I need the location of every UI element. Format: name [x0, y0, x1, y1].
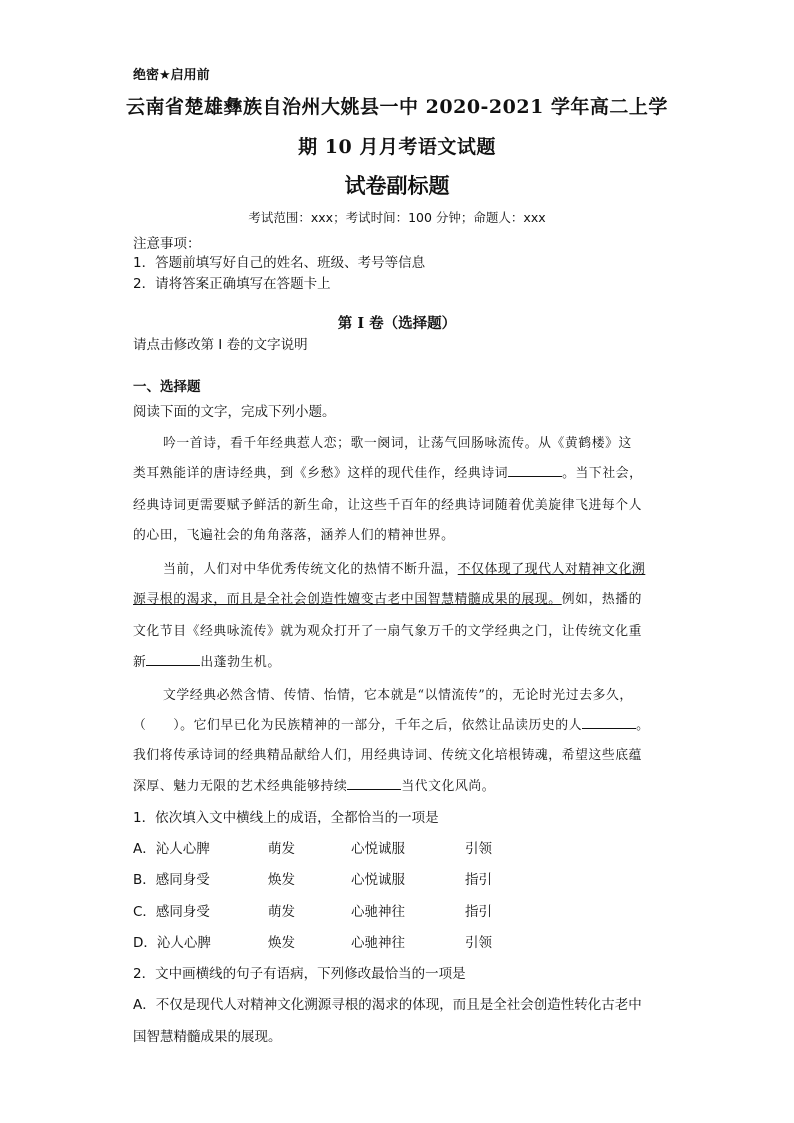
passage-line: 文学经典必然含情、传情、怡情，它本就是“以情流传”的，无论时光过去多久， — [163, 688, 633, 703]
passage-text: 当代文化风尚。 — [401, 779, 496, 794]
passage-line: 文化节目《经典咏流传》就为观众打开了一扇气象万千的文学经典之门，让传统文化重 — [133, 624, 643, 639]
fill-blank — [146, 653, 200, 666]
passage-line — [163, 558, 645, 577]
option-word: 心悦诚服 — [351, 872, 405, 888]
option-word: 萌发 — [268, 841, 295, 857]
option-word: 焕发 — [268, 872, 295, 888]
option-word: 焕发 — [268, 935, 295, 951]
exam-title-line1: 云南省楚雄彝族自治州大姚县一中 2020-2021 学年高二上学 — [126, 96, 668, 118]
option-label: B．感同身受 — [133, 872, 210, 888]
option-word: 引领 — [465, 841, 492, 857]
passage-line — [133, 651, 281, 670]
option-text: 国智慧精髓成果的展现。 — [133, 1029, 282, 1045]
option-label: A．沁人心脾 — [133, 841, 210, 857]
option-word: 萌发 — [268, 904, 295, 920]
passage-line — [133, 714, 650, 733]
option-word: 指引 — [465, 872, 492, 888]
option-text: A．不仅是现代人对精神文化溯源寻根的渴求的体现，而且是全社会创造性转化古老中 — [133, 997, 642, 1013]
notice-item: 1．答题前填写好自己的姓名、班级、考号等信息 — [133, 255, 426, 271]
exam-subtitle: 试卷副标题 — [344, 173, 450, 198]
passage-line: 吟一首诗，看千年经典惹人恋；歌一阕词，让荡气回肠咏流传。从《黄鹤楼》这 — [163, 436, 632, 451]
underlined-sentence: 源寻根的渴求，而且是全社会创造性嬗变古老中国智慧精髓成果的展现。 — [133, 592, 562, 607]
confidential-label: 绝密★启用前 — [133, 68, 210, 83]
passage-line — [133, 462, 643, 481]
passage-text: 当前，人们对中华优秀传统文化的热情不断升温， — [163, 562, 458, 577]
option-word: 心驰神往 — [351, 904, 405, 920]
reading-instruction: 阅读下面的文字，完成下列小题。 — [133, 404, 336, 420]
passage-text: 例如，热播的 — [561, 592, 643, 607]
passage-text: 深厚、魅力无限的艺术经典能够持续 — [133, 779, 348, 794]
exam-info: 考试范围：xxx；考试时间：100 分钟；命题人：xxx — [248, 210, 546, 225]
passage-line — [133, 775, 495, 794]
exam-title-line2: 期 10 月月考语文试题 — [298, 136, 496, 158]
option-word: 心驰神往 — [351, 935, 405, 951]
passage-text: 类耳熟能详的唐诗经典，到《乡愁》这样的现代佳作，经典诗词 — [133, 466, 509, 481]
notice-item: 2．请将答案正确填写在答题卡上 — [133, 276, 331, 292]
fill-blank — [582, 716, 636, 729]
option-label: D．沁人心脾 — [133, 935, 211, 951]
question-stem: 1．依次填入文中横线上的成语，全都恰当的一项是 — [133, 810, 439, 826]
question-stem: 2．文中画横线的句子有语病，下列修改最恰当的一项是 — [133, 966, 466, 982]
part-heading: 一、选择题 — [133, 379, 201, 395]
option-word: 心悦诚服 — [351, 841, 405, 857]
passage-line: 我们将传承诗词的经典精品献给人们，用经典诗词、传统文化培根铸魂，希望这些底蕴 — [133, 748, 643, 763]
passage-text: 出蓬勃生机。 — [200, 655, 281, 670]
passage-text: （ ）。它们早已化为民族精神的一部分，千年之后，依然让品读历史的人 — [133, 718, 583, 733]
underlined-sentence: 不仅体现了现代人对精神文化溯 — [457, 562, 646, 577]
passage-text: 。 — [636, 718, 650, 733]
fill-blank — [508, 464, 562, 477]
fill-blank — [347, 777, 401, 790]
section-note: 请点击修改第 I 卷的文字说明 — [133, 337, 308, 353]
option-word: 指引 — [465, 904, 492, 920]
option-label: C．感同身受 — [133, 904, 210, 920]
passage-line: 经典诗词更需要赋予鲜活的新生命，让这些千百年的经典诗词随着优美旋律飞进每个人 — [133, 498, 643, 513]
notice-heading: 注意事项： — [133, 236, 201, 252]
passage-line: 的心田，飞遍社会的角角落落，涵养人们的精神世界。 — [133, 528, 455, 543]
passage-text: 新 — [133, 655, 147, 670]
passage-line — [133, 588, 642, 607]
option-word: 引领 — [465, 935, 492, 951]
section-title: 第 I 卷（选择题） — [337, 315, 457, 332]
passage-text: 。当下社会， — [562, 466, 643, 481]
